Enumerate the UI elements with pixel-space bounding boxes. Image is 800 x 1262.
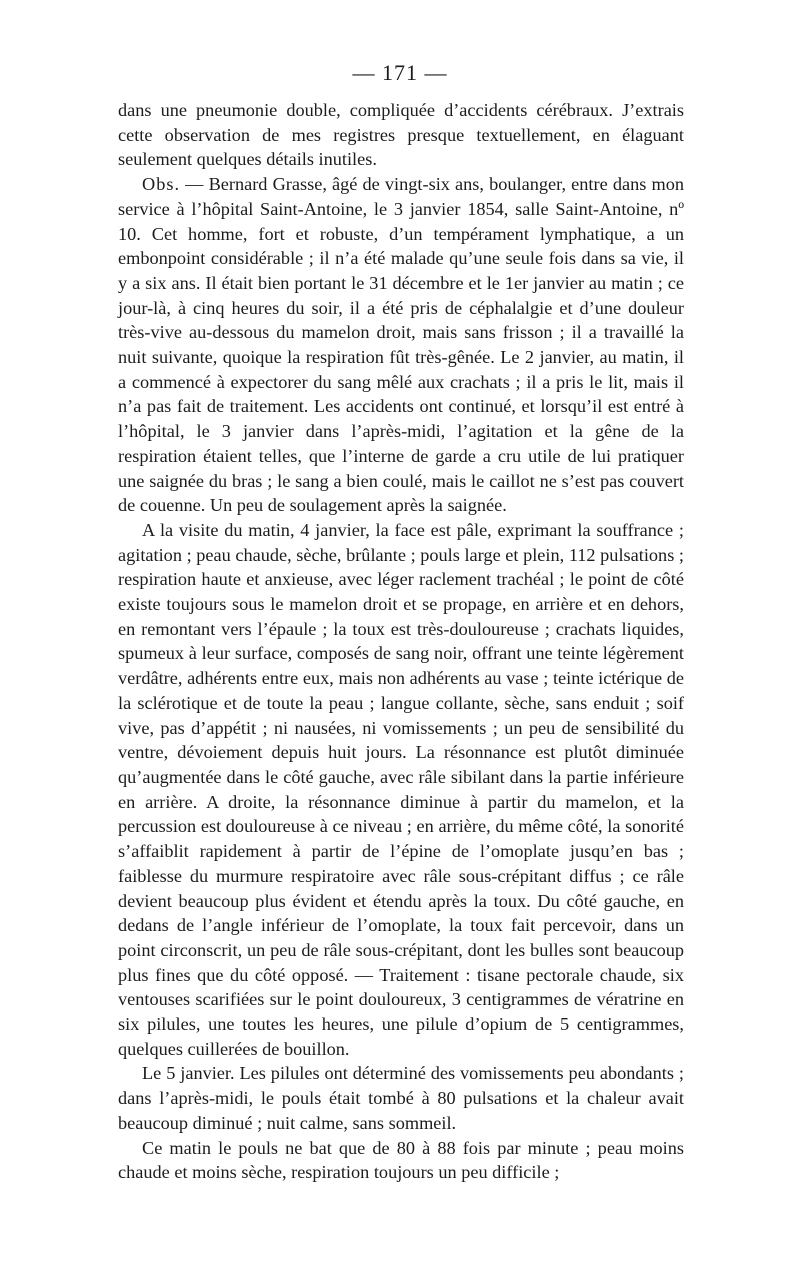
observation-label: Obs. xyxy=(142,174,181,195)
paragraph-morning: Ce matin le pouls ne bat que de 80 à 88 fois par minute ; peau moins chaude et moins sèche, respiration toujours un peu difficile ; xyxy=(118,1137,684,1183)
paragraph-intro: dans une pneumonie double, compliquée d’accidents cérébraux. J’extrais cette observation de mes registres presque textuellement, en élaguant seulement quelques détails inutiles. xyxy=(118,100,684,170)
body-text xyxy=(118,98,684,1185)
paragraph-jan-5: Le 5 janvier. Les pilules ont déterminé des vomissements peu abondants ; dans l’après-midi, le pouls était tombé à 80 pulsations et la chaleur avait beaucoup diminué ; nuit calme, sans sommeil. xyxy=(118,1063,684,1133)
paragraph-observation xyxy=(118,172,684,518)
page-number: — 171 — xyxy=(352,60,448,85)
observation-text: — Bernard Grasse, âgé de vingt-six ans, boulanger, entre dans mon service à l’hôpital Saint-Antoine, le 3 janvier 1854, salle Saint-Antoine, nº 10. Cet homme, fort et robuste, d’un tempérament lymphatique, a un embonpoint considérable ; il n’a été malade qu’une seule fois dans sa vie, il y a six ans. Il était bien portant le 31 décembre et le 1er janvier au matin ; ce jour-là, à cinq heures du soir, il a été pris de céphalalgie et d’une douleur très-vive au-dessous du mamelon droit, mais sans frisson ; il a travaillé la nuit suivante, quoique la respiration fût très-gênée. Le 2 janvier, au matin, il a commencé à expectorer du sang mêlé aux crachats ; il a pris le lit, mais il n’a pas fait de traitement. Les accidents ont continué, et lorsqu’il est entré à l’hôpital, le 3 janvier dans l’après-midi, l’agitation et la gêne de la respiration étaient telles, que l’interne de garde a cru utile de lui pratiquer une saignée du bras ; le sang a bien coulé, mais le caillot ne s’est pas couvert de couenne. Un peu de soulagement après la saignée. xyxy=(118,174,684,516)
paragraph-visit-jan-4: A la visite du matin, 4 janvier, la face est pâle, exprimant la souffrance ; agitation ; peau chaude, sèche, brûlante ; pouls large et plein, 112 pulsations ; respiration haute et anxieuse, avec léger raclement trachéal ; le point de côté existe toujours sous le mamelon droit et se propage, en arrière et en dehors, en remontant vers l’épaule ; la toux est très-douloureuse ; crachats liquides, spumeux à leur surface, composés de sang noir, offrant une teinte légèrement verdâtre, adhérents entre eux, mais non adhérents au vase ; teinte ictérique de la sclérotique et de toute la peau ; langue collante, sèche, sans enduit ; soif vive, pas d’appétit ; ni nausées, ni vomissements ; un peu de sensibilité du ventre, dévoiement depuis huit jours. La résonnance est plutôt diminuée qu’augmentée dans le côté gauche, avec râle sibilant dans la partie inférieure en arrière. A droite, la résonnance diminue à partir du mamelon, et la percussion est douloureuse à ce niveau ; en arrière, du même côté, la sonorité s’affaiblit rapidement à partir de l’épine de l’omoplate jusqu’en bas ; faiblesse du murmure respiratoire avec râle sous-crépitant diffus ; ce râle devient beaucoup plus évident et étendu après la toux. Du côté gauche, en dedans de l’angle inférieur de l’omoplate, la toux fait percevoir, dans un point circonscrit, un peu de râle sous-crépitant, dont les bulles sont beaucoup plus fines que du côté opposé. — Traitement : tisane pectorale chaude, six ventouses scarifiées sur le point douloureux, 3 centigrammes de vératrine en six pilules, une toutes les heures, une pilule d’opium de 5 centigrammes, quelques cuillerées de bouillon. xyxy=(118,519,684,1059)
